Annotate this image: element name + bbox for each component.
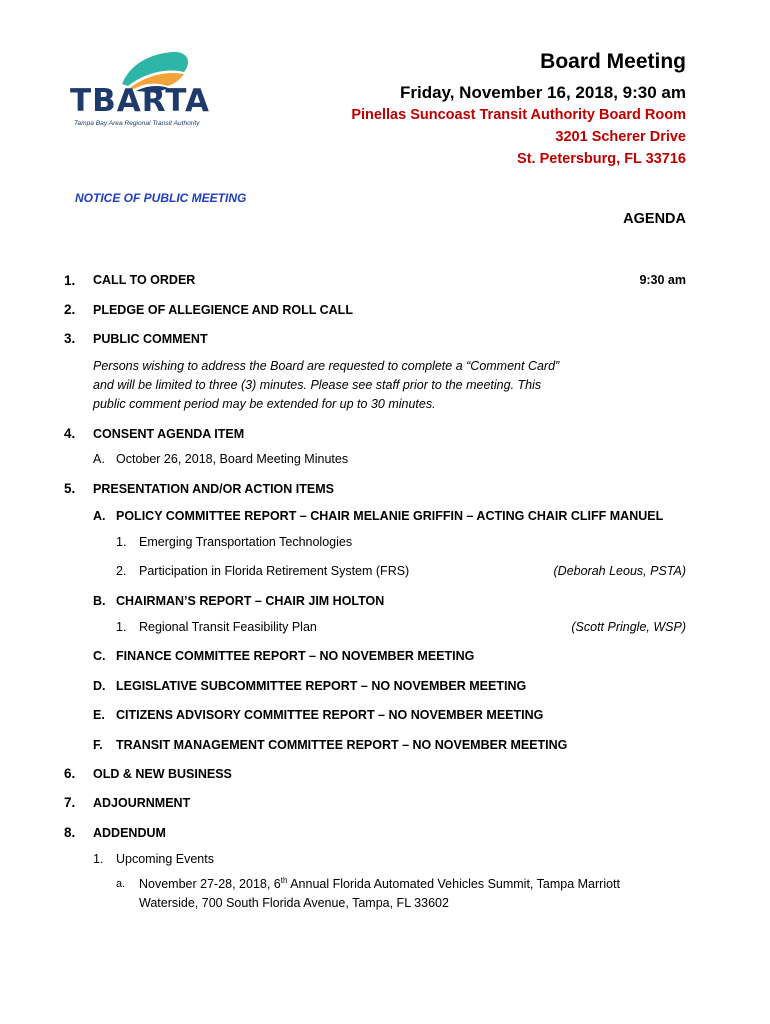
item-time: 9:30 am: [639, 273, 686, 287]
item-title-pledge: PLEDGE OF ALLEGIENCE AND ROLL CALL: [93, 303, 353, 317]
item-title-presentation: PRESENTATION AND/OR ACTION ITEMS: [93, 482, 334, 496]
item-number: 3.: [64, 331, 76, 346]
sub-letter: D.: [93, 679, 106, 693]
av-summit-event: November 27-28, 2018, 6th Annual Florida Automated Vehicles Summit, Tampa Marriott: [139, 876, 621, 892]
legislative-subcommittee-report: LEGISLATIVE SUBCOMMITTEE REPORT – NO NOVEMBER MEETING: [116, 679, 527, 693]
item-number: 8.: [64, 825, 76, 840]
citizens-advisory-report: CITIZENS ADVISORY COMMITTEE REPORT – NO NOVEMBER MEETING: [116, 708, 544, 722]
transit-management-report: TRANSIT MANAGEMENT COMMITTEE REPORT – NO NOVEMBER MEETING: [116, 738, 568, 752]
list-number: 1.: [116, 620, 127, 634]
frs-presenter: (Deborah Leous, PSTA): [553, 564, 686, 578]
logo-subtitle: Tampa Bay Area Regional Transit Authority: [74, 120, 200, 127]
item-title-adjournment: ADJOURNMENT: [93, 796, 191, 810]
item-title-consent-agenda: CONSENT AGENDA ITEM: [93, 427, 245, 441]
finance-committee-report: FINANCE COMMITTEE REPORT – NO NOVEMBER MEETING: [116, 649, 475, 663]
item-title-call-to-order: CALL TO ORDER: [93, 273, 196, 287]
list-number: 1.: [116, 535, 127, 549]
sub-letter: B.: [93, 594, 106, 608]
list-number: 2.: [116, 564, 127, 578]
item-title-addendum: ADDENDUM: [93, 826, 166, 840]
logo-wordmark: TBARTA: [70, 83, 210, 119]
meeting-date-time: Friday, November 16, 2018, 9:30 am: [399, 83, 686, 102]
av-summit-venue: Waterside, 700 South Florida Avenue, Tampa, FL 33602: [139, 896, 449, 910]
meeting-location-line3: St. Petersburg, FL 33716: [517, 151, 686, 167]
sub-letter: a.: [116, 878, 126, 890]
meeting-location-line1: Pinellas Suncoast Transit Authority Board Room: [351, 107, 686, 123]
list-number: 1.: [93, 852, 104, 866]
note-line: Persons wishing to address the Board are requested to complete a “Comment Card”: [93, 359, 560, 373]
meeting-location-line2: 3201 Scherer Drive: [555, 129, 686, 145]
consent-item-minutes: October 26, 2018, Board Meeting Minutes: [116, 452, 349, 466]
public-comment-note: [93, 357, 653, 414]
frs-item: Participation in Florida Retirement System (FRS): [139, 564, 410, 578]
note-line: and will be limited to three (3) minutes. Please see staff prior to the meeting. This: [93, 378, 542, 392]
item-title-old-new-business: OLD & NEW BUSINESS: [93, 767, 232, 781]
sub-letter: A.: [93, 452, 105, 466]
item-number: 7.: [64, 795, 76, 810]
meeting-title: Board Meeting: [540, 50, 686, 73]
tbarta-logo: [64, 50, 240, 134]
feasibility-plan-item: Regional Transit Feasibility Plan: [139, 620, 317, 634]
agenda-heading: AGENDA: [623, 211, 686, 227]
item-title-public-comment: PUBLIC COMMENT: [93, 332, 208, 346]
item-number: 2.: [64, 302, 76, 317]
emerging-tech-item: Emerging Transportation Technologies: [139, 535, 353, 549]
item-number: 6.: [64, 766, 76, 781]
policy-committee-report: POLICY COMMITTEE REPORT – CHAIR MELANIE GRIFFIN – ACTING CHAIR CLIFF MANUEL: [116, 509, 664, 523]
sub-letter: A.: [93, 509, 106, 523]
feasibility-presenter: (Scott Pringle, WSP): [571, 620, 686, 634]
upcoming-events: Upcoming Events: [116, 852, 214, 866]
item-number: 5.: [64, 481, 76, 496]
sub-letter: E.: [93, 708, 105, 722]
chairmans-report: CHAIRMAN’S REPORT – CHAIR JIM HOLTON: [116, 594, 385, 608]
item-number: 1.: [64, 273, 76, 288]
sub-letter: C.: [93, 649, 106, 663]
notice-heading: NOTICE OF PUBLIC MEETING: [75, 191, 247, 205]
sub-letter: F.: [93, 738, 103, 752]
item-number: 4.: [64, 426, 76, 441]
note-line: public comment period may be extended for up to 30 minutes.: [93, 397, 436, 411]
